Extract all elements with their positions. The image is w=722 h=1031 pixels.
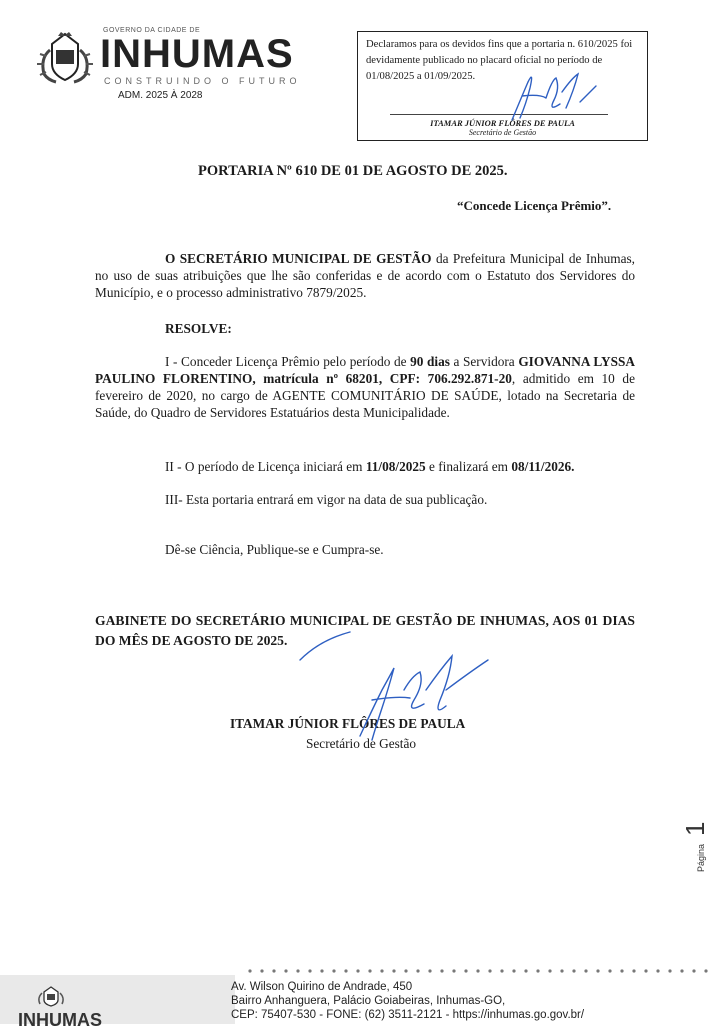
article-2 <box>165 459 575 475</box>
signer-role: Secretário de Gestão <box>306 736 417 751</box>
article-1 <box>95 353 635 421</box>
office-place-date: GABINETE DO SECRETÁRIO MUNICIPAL DE GESTÃO DE INHUMAS, AOS 01 DIAS DO MÊS DE AGOSTO DE 2025. <box>95 613 635 648</box>
article-1-text-c: , admitido em 10 de fevereiro de 2020, no cargo de AGENTE COMUNITÁRIO DE SAÚDE, lotado na Secretaria de Saúde, do Quadro de Servidores Estatuários desta Municipalidade. <box>95 371 635 420</box>
stamp-signer-name: ITAMAR JÚNIOR FLÔRES DE PAULA <box>430 118 575 128</box>
stamp-signature-line <box>390 114 608 115</box>
footer-address-line-2: Bairro Anhanguera, Palácio Goiabeiras, Inhumas-GO, <box>231 995 506 1007</box>
page-number-block <box>680 812 720 872</box>
intro-authority: O SECRETÁRIO MUNICIPAL DE GESTÃO <box>165 251 432 266</box>
footer-address <box>231 980 584 1022</box>
resolve-heading: RESOLVE: <box>165 321 232 336</box>
document-epigraph: “Concede Licença Prêmio”. <box>457 198 612 213</box>
article-3: III- Esta portaria entrará em vigor na data de sua publicação. <box>165 492 488 507</box>
document-title: PORTARIA Nº 610 DE 01 DE AGOSTO DE 2025. <box>198 163 508 179</box>
footer-address-line-1: Av. Wilson Quirino de Andrade, 450 <box>231 981 413 993</box>
city-emblem-icon <box>34 30 96 86</box>
footer-address-line-3: CEP: 75407-530 - FONE: (62) 3511-2121 - https://inhumas.go.gov.br/ <box>231 1009 585 1021</box>
article-2-start-date: 11/08/2025 <box>365 459 426 474</box>
footer-emblem-icon <box>36 985 66 1007</box>
article-2-text-a: II - O período de Licença iniciará em <box>165 459 366 474</box>
footer-city-name: INHUMAS <box>18 1010 102 1030</box>
city-name: INHUMAS <box>100 32 294 76</box>
article-2-text-b: e finalizará em <box>425 459 512 474</box>
stamp-text: Declaramos para os devidos fins que a portaria n. 610/2025 foi devidamente publicado no placard oficial no período de 01/08/2025 a 01/09/2025. <box>366 39 633 82</box>
intro-paragraph <box>95 250 635 301</box>
article-1-days: 90 dias <box>410 354 450 369</box>
footer-dotted-rule <box>245 968 715 974</box>
signer-name: ITAMAR JÚNIOR FLÔRES DE PAULA <box>230 716 466 731</box>
intro-text: da Prefeitura Municipal de Inhumas, no uso de suas atribuições que lhe são conferidas e de acordo com o Estatuto dos Servidores do Município, e o processo administrativo 7879/2025. <box>95 251 635 300</box>
stamp-signer-role: Secretário de Gestão <box>468 128 537 137</box>
article-1-text-b: a Servidora <box>449 354 519 369</box>
article-1-servant: GIOVANNA LYSSA PAULINO FLORENTINO, matrícula nº 68201, CPF: 706.292.871-20 <box>95 354 635 386</box>
closing-formula: Dê-se Ciência, Publique-se e Cumpra-se. <box>165 542 384 557</box>
page-label: Página <box>696 843 706 872</box>
city-slogan: CONSTRUINDO O FUTURO <box>104 76 301 86</box>
page-number: 1 <box>680 821 710 836</box>
administration-period: ADM. 2025 À 2028 <box>118 90 203 101</box>
article-2-end-date: 08/11/2026. <box>511 459 575 474</box>
article-1-text-a: I - Conceder Licença Prêmio pelo período de <box>165 354 411 369</box>
government-label: GOVERNO DA CIDADE DE <box>103 27 201 34</box>
